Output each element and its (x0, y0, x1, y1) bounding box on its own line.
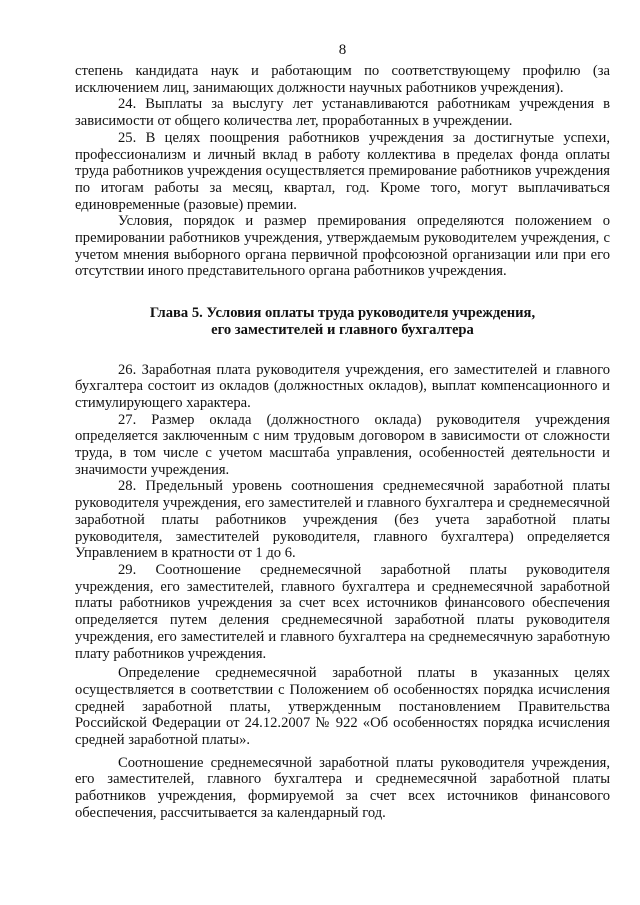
paragraph-29-ratio: Соотношение среднемесячной заработной платы руководителя учреждения, его заместителей, главного бухгалтера и среднемесячной заработной платы работников учреждения, формируемой за счет всех источников финансового обеспечения, рассчитывается за календарный год. (75, 754, 610, 821)
paragraph-29: 29. Соотношение среднемесячной заработной платы руководителя учреждения, его заместителей, главного бухгалтера и среднемесячной заработной платы работников учреждения за счет всех источников финансового обеспечения определяется путем деления среднемесячной заработной платы руководителя учреждения, его заместителей и главного бухгалтера на среднемесячную заработную плату работников учреждения. (75, 561, 610, 662)
paragraph-25: 25. В целях поощрения работников учреждения за достигнутые успехи, профессионализм и личный вклад в работу коллектива в пределах фонда оплаты труда работников учреждения осуществляется премирование работников учреждения по итогам работы за месяц, квартал, год. Кроме того, могут выплачиваться единовременные (разовые) премии. (75, 129, 610, 213)
paragraph-27: 27. Размер оклада (должностного оклада) руководителя учреждения определяется заключенным с ним трудовым договором в зависимости от сложности труда, в том числе с учетом масштаба управления, особенностей деятельности и значимости учреждения. (75, 411, 610, 478)
chapter-title-line-2: его заместителей и главного бухгалтера (211, 321, 474, 338)
paragraph-24: 24. Выплаты за выслугу лет устанавливаются работникам учреждения в зависимости от общего количества лет, проработанных в учреждении. (75, 96, 610, 130)
paragraph-continuation: степень кандидата наук и работающим по соответствующему профилю (за исключением лиц, занимающих должности научных работников учреждения). (75, 63, 610, 96)
chapter-title-line-1: Глава 5. Условия оплаты труда руководителя учреждения, (149, 305, 536, 322)
paragraph-29-definition: Определение среднемесячной заработной платы в указанных целях осуществляется в соответствии с Положением об особенностях порядка исчисления средней заработной платы, утвержденным постановлением Правительства Российской Федерации от 24.12.2007 № 922 «Об особенностях порядка исчисления средней заработной платы». (75, 665, 610, 749)
paragraph-26: 26. Заработная плата руководителя учреждения, его заместителей и главного бухгалтера состоит из окладов (должностных окладов), выплат компенсационного и стимулирующего характера. (75, 361, 610, 411)
document-body (75, 63, 610, 822)
chapter-heading (75, 305, 610, 338)
page-number: 8 (338, 42, 347, 58)
paragraph-25-conditions: Условия, порядок и размер премирования определяются положением о премировании работников учреждения, утверждаемым руководителем учреждения, с учетом мнения выборного органа первичной профсоюзной организации или при его отсутствии иного представительного органа работников учреждения. (75, 213, 610, 280)
paragraph-28: 28. Предельный уровень соотношения среднемесячной заработной платы руководителя учреждения, его заместителей и главного бухгалтера и среднемесячной заработной платы работников учреждения (без учета заработной платы руководителя, заместителей руководителя, главного бухгалтера) определяется Управлением в кратности от 1 до 6. (75, 478, 610, 562)
